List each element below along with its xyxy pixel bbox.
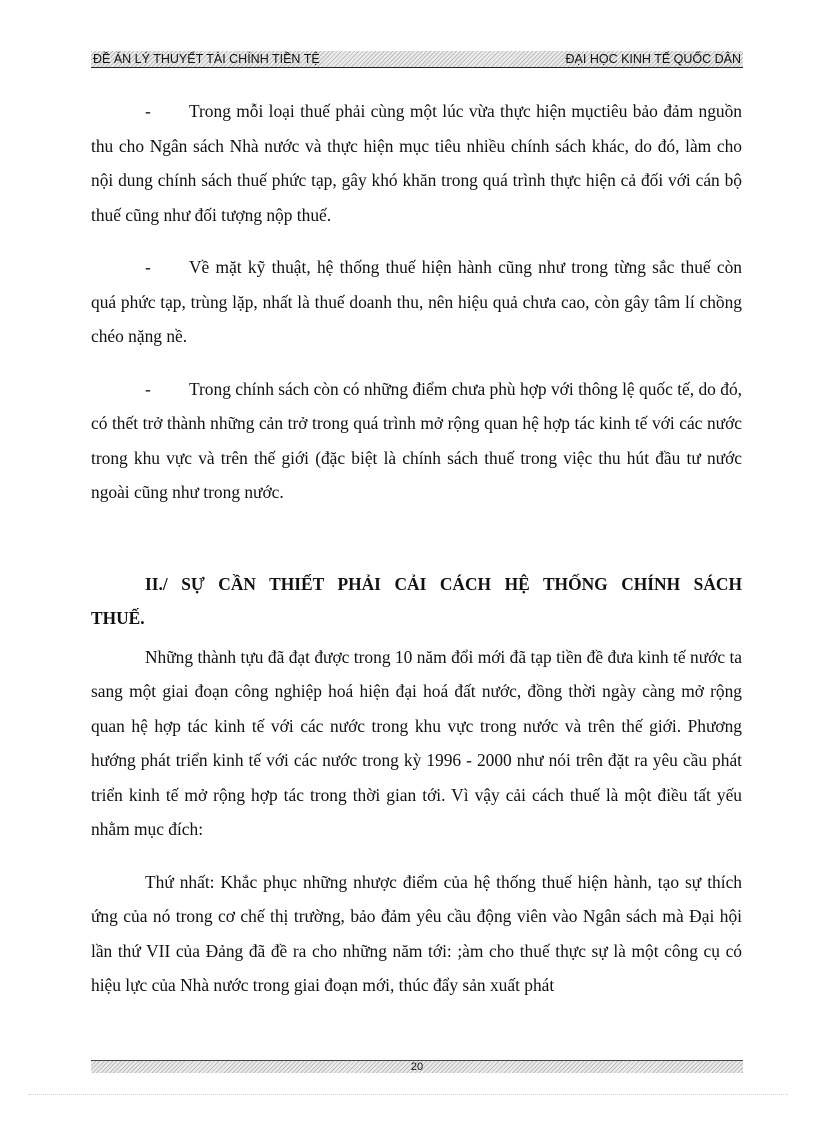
header-university: ĐẠI HỌC KINH TẾ QUỐC DÂN [565,52,741,66]
page-boundary-line [28,1094,788,1095]
header-course-title: ĐỀ ÁN LÝ THUYẾT TÀI CHÍNH TIỀN TỆ [93,52,320,66]
running-footer [91,1060,743,1073]
bullet-dash: - [145,257,151,277]
bullet-text: Về mặt kỹ thuật, hệ thống thuế hiện hành cũng như trong từng sắc thuế còn quá phức tạp, trùng lặp, nhất là thuế doanh thu, nên hiệu quả chưa cao, còn gây tâm lí chồng chéo nặng nề. [91,257,742,346]
body-paragraph: Thứ nhất: Khắc phục những nhược điểm của hệ thống thuế hiện hành, tạo sự thích ứng của nó trong cơ chế thị trường, bảo đảm yêu cầu động viên vào Ngân sách mà Đại hội lần thứ VII của Đảng đã đề ra cho những năm tới: ;àm cho thuế thực sự là một công cụ có hiệu lực của Nhà nước trong giai đoạn mới, thúc đẩy sản xuất phát [91,871,742,995]
bullet-dash: - [145,101,151,121]
bullet-paragraph [91,94,742,232]
section-heading: II./ SỰ CẦN THIẾT PHẢI CẢI CÁCH HỆ THỐNG CHÍNH SÁCH THUẾ. [91,573,742,628]
running-header [91,51,743,68]
bullet-dash: - [145,378,151,399]
body-paragraph: Những thành tựu đã đạt được trong 10 năm đổi mới đã tạp tiền đề đưa kinh tế nước ta sang một giai đoạn công nghiệp hoá hiện đại hoá đất nước, đồng thời ngày càng mở rộng quan hệ hợp tác kinh tế với các nước trong khu vực trong nước và trên thế giới. Phương hướng phát triển kinh tế với các nước trong kỳ 1996 - 2000 như nói trên đặt ra yêu cầu phát triển kinh tế mở rộng hợp tác trong thời gian tới. Vì vậy cải cách thuế là một điều tất yếu nhằm mục đích: [91,646,742,839]
bullet-paragraph [91,372,742,510]
body-text [91,94,742,1003]
page-number: 20 [410,1061,424,1073]
bullet-text: Trong chính sách còn có những điểm chưa phù hợp với thông lệ quốc tế, do đó, có thết trở thành những cản trở trong quá trình mở rộng quan hệ hợp tác kinh tế với các nước trong khu vực và trên thế giới (đặc biệt là chính sách thuế trong việc thu hút đầu tư nước ngoài cũng như trong nước. [91,378,742,502]
bullet-text: Trong mỗi loại thuế phải cùng một lúc vừa thực hiện mụctiêu bảo đảm nguồn thu cho Ngân sách Nhà nước và thực hiện mục tiêu nhiều chính sách khác, do đó, làm cho nội dung chính sách thuế phức tạp, gây khó khăn trong quá trình thực hiện cả đối với cán bộ thuế cũng như đối tượng nộp thuế. [91,101,742,225]
bullet-paragraph [91,250,742,354]
